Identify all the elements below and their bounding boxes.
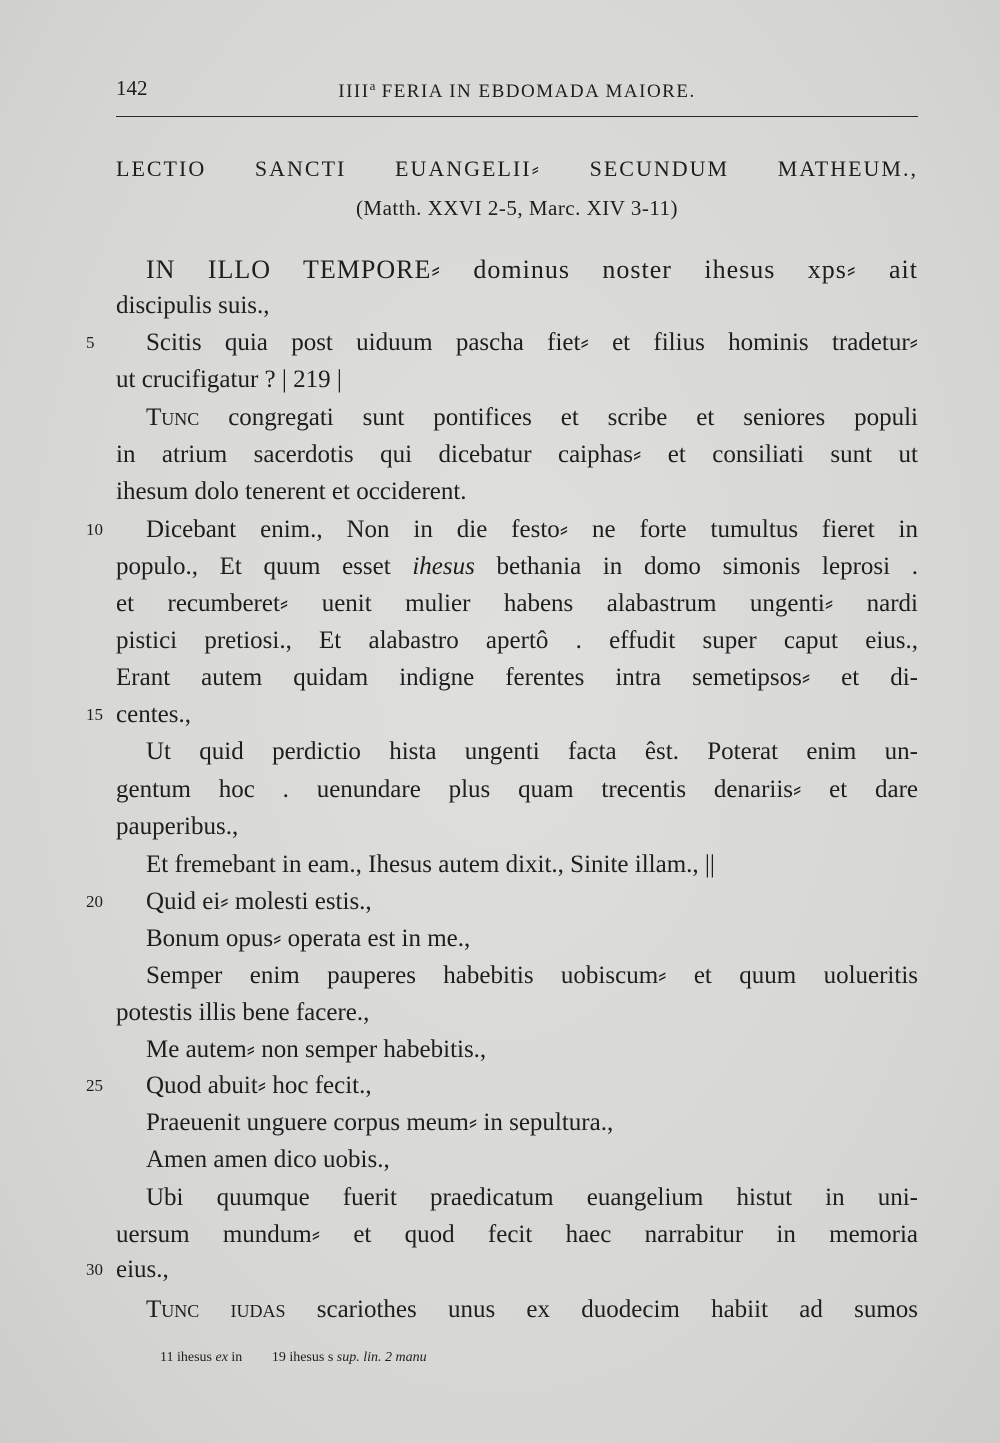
text-line: pauperibus., bbox=[116, 813, 239, 840]
text-line: Quod abuit⸗ hoc fecit., bbox=[146, 1072, 372, 1099]
lectio-title: LECTIO SANCTI EUANGELII⸗ SECUNDUM MATHEUM., bbox=[116, 156, 918, 181]
scripture-reference: (Matth. XXVI 2-5, Marc. XIV 3-11) bbox=[355, 196, 679, 220]
text-line: Ubi quumque fuerit praedicatum euangelium histut in uni- bbox=[146, 1184, 918, 1211]
text-line: Tunc iudas scariothes unus ex duodecim habiit ad sumos bbox=[146, 1296, 918, 1323]
text-line: Amen amen dico uobis., bbox=[146, 1146, 390, 1173]
header-rule bbox=[116, 116, 918, 117]
running-title: IIII$^a$ FERIA IN EBDOMADA MAIORE. bbox=[338, 78, 696, 102]
text-line: Semper enim pauperes habebitis uobiscum⸗ et quum uolueritis bbox=[146, 962, 918, 989]
text-line: populo., Et quum esset ihesus bethania in domo simonis leprosi . bbox=[116, 553, 918, 580]
text-line: ihesum dolo tenerent et occiderent. bbox=[116, 478, 467, 505]
text-line: centes., bbox=[116, 701, 191, 728]
line-number: 30 bbox=[86, 1260, 103, 1279]
text-line: eius., bbox=[116, 1256, 169, 1283]
running-head bbox=[116, 74, 918, 108]
footnotes bbox=[160, 1350, 860, 1366]
text-line: in atrium sacerdotis qui dicebatur caiphas⸗ et consiliati sunt ut bbox=[116, 441, 918, 468]
line-number: 10 bbox=[86, 520, 103, 539]
text-line: Quid ei⸗ molesti estis., bbox=[146, 888, 372, 915]
line-number: 5 bbox=[86, 333, 95, 352]
text-line: Me autem⸗ non semper habebitis., bbox=[146, 1036, 487, 1063]
text-line: Erant autem quidam indigne ferentes intra semetipsos⸗ et di- bbox=[116, 664, 918, 691]
text-line: Tunc congregati sunt pontifices et scribe et seniores populi bbox=[146, 404, 918, 431]
text-line: discipulis suis., bbox=[116, 292, 270, 319]
page-number: 142 bbox=[116, 76, 148, 100]
text-line: et recumberet⸗ uenit mulier habens alabastrum ungenti⸗ nardi bbox=[116, 590, 918, 617]
text-line: Praeuenit unguere corpus meum⸗ in sepultura., bbox=[146, 1109, 614, 1136]
line-number: 20 bbox=[86, 892, 103, 911]
text-line: IN ILLO TEMPORE⸗ dominus noster ihesus xps⸗ ait bbox=[146, 255, 918, 284]
text-line: gentum hoc . uenundare plus quam trecentis denariis⸗ et dare bbox=[116, 776, 918, 803]
footnote: 19 ihesus s sup. lin. 2 manu bbox=[271, 1350, 427, 1365]
line-number: 25 bbox=[86, 1076, 103, 1095]
line-number: 15 bbox=[86, 705, 103, 724]
text-line: Bonum opus⸗ operata est in me., bbox=[146, 925, 471, 952]
text-line: potestis illis bene facere., bbox=[116, 999, 370, 1026]
footnote: 11 ihesus ex in bbox=[160, 1350, 243, 1365]
text-line: Ut quid perdictio hista ungenti facta êst. Poterat enim un- bbox=[146, 738, 918, 765]
text-line: ut crucifigatur ? | 219 | bbox=[116, 366, 342, 393]
text-line: pistici pretiosi., Et alabastro apertô . effudit super caput eius., bbox=[116, 627, 918, 654]
text-line: Et fremebant in eam., Ihesus autem dixit., Sinite illam., || bbox=[146, 851, 715, 878]
text-line: Dicebant enim., Non in die festo⸗ ne forte tumultus fieret in bbox=[146, 516, 918, 543]
text-line: Scitis quia post uiduum pascha fiet⸗ et filius hominis tradetur⸗ bbox=[146, 329, 918, 356]
text-line: uersum mundum⸗ et quod fecit haec narrabitur in memoria bbox=[116, 1221, 918, 1248]
